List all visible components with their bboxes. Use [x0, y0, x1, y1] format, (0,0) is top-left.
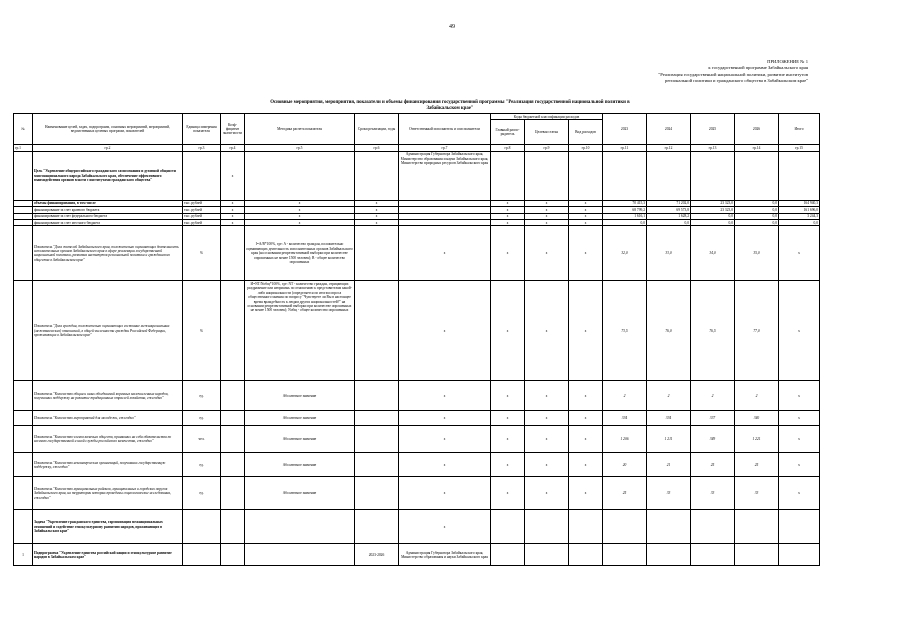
cell: x [569, 477, 603, 510]
indicator-name: Показатель "Количество общин и иных объединений коренных малочисленных народов, получивших поддержку на развитие традиционных отраслей хозяйства, ежегодно" [33, 381, 183, 411]
indicator-value: 337 [691, 411, 735, 426]
indicator-method: Абсолютное значение [245, 453, 355, 477]
indicator-name: Показатель "Количество членов казачьих обществ, принявших на себя обязательства по несению государственной и иной службы российского казачества, ежегодно" [33, 426, 183, 453]
indicator-value: 35,0 [735, 226, 779, 281]
header-unit: Единица измерения показателя [183, 114, 221, 145]
indicator-value: 25 [691, 453, 735, 477]
header-kbk-target: Целевая статья [525, 120, 569, 145]
finance-label: объемы финансирования, в том числе [33, 200, 183, 206]
indicator-name: Показатель "Доля граждан, положительно оценивающих состояние межнациональных (межэтнических) отношений, в общей численности граждан Российской Федерации, проживающих в Забайкальском крае" [33, 281, 183, 381]
indicator-value: 2 [735, 381, 779, 411]
appendix-line: "Реализация государственной национальной политики, развитие институтов [658, 71, 808, 77]
finance-value: 1 628,2 [647, 213, 691, 219]
finance-value: 0,0 [735, 213, 779, 219]
indicator-value: 77,0 [735, 281, 779, 381]
cell: x [245, 200, 355, 206]
appendix-heading [508, 59, 808, 84]
indicator-row [14, 411, 820, 426]
indicator-value: 33 [735, 477, 779, 510]
indicator-unit: ед. [183, 411, 221, 426]
column-number: гр.10 [569, 145, 603, 151]
finance-value: 0,0 [603, 220, 647, 226]
header-year-2023: 2023 [603, 114, 647, 145]
subprogram-responsible: Администрация Губернатора Забайкальского края, Министерство образования и науки Забайкальского края [399, 544, 491, 566]
cell: x [569, 200, 603, 206]
cell: x [491, 453, 525, 477]
program-table [13, 113, 820, 566]
cell: x [491, 411, 525, 426]
cell: x [569, 381, 603, 411]
finance-total: 161 696,0 [779, 207, 820, 213]
cell: x [525, 477, 569, 510]
subprogram-number: 1 [14, 544, 33, 566]
cell: x [491, 477, 525, 510]
column-number: гр.6 [355, 145, 399, 151]
indicator-value: 334 [647, 411, 691, 426]
indicator-unit: % [183, 281, 221, 381]
subprogram-row [14, 544, 820, 566]
indicator-row [14, 381, 820, 411]
indicator-row [14, 453, 820, 477]
indicator-row [14, 226, 820, 281]
indicator-value: 2 [603, 381, 647, 411]
cell: x [525, 281, 569, 381]
finance-total: 0,0 [779, 220, 820, 226]
header-method: Методика расчета показателя [245, 114, 355, 145]
indicator-total: x [779, 381, 820, 411]
header-year-2024: 2024 [647, 114, 691, 145]
finance-value: 0,0 [691, 213, 735, 219]
cell: x [525, 220, 569, 226]
cell: x [569, 213, 603, 219]
cell: x [525, 411, 569, 426]
cell: x [399, 226, 491, 281]
indicator-value: 21 [647, 453, 691, 477]
column-number: гр.3 [183, 145, 221, 151]
header-kbk: Коды бюджетной классификации расходов [491, 114, 603, 120]
indicator-row [14, 477, 820, 510]
indicator-method: И=NT/Nобщ*100%, где: NT - количество граждан, отрицающих раздражение или неприязнь по отношению к представителям какой-либо национальности (определяется по итогам опроса общественного мнения по вопросу "Чувствуете ли Вы в настоящее время враждебность к людям других национальностей?" на основании репрезентативной выборки при количестве опрошенных не менее 1500 человек); Nобщ - общее количество опрошенных [245, 281, 355, 381]
finance-value: 1 616,1 [603, 213, 647, 219]
finance-value: 0,0 [691, 220, 735, 226]
header-year-2025: 2025 [691, 114, 735, 145]
indicator-unit: ед. [183, 381, 221, 411]
finance-value: 0,0 [647, 220, 691, 226]
indicator-value: 20 [603, 453, 647, 477]
subprogram-terms: 2023-2026 [355, 544, 399, 566]
cell: x [491, 207, 525, 213]
cell: x [525, 426, 569, 453]
finance-value: 0,0 [735, 220, 779, 226]
indicator-name: Показатель "Количество муниципальных районов, муниципальных и городских округов Забайкальского края, на территории которых проведены социологические исследования, ежегодно" [33, 477, 183, 510]
indicator-value: 2 [691, 381, 735, 411]
indicator-value: 73,5 [603, 281, 647, 381]
indicator-unit: чел. [183, 426, 221, 453]
cell: x [399, 477, 491, 510]
indicator-value: 334 [603, 411, 647, 426]
cell: x [355, 207, 399, 213]
cell: x [525, 226, 569, 281]
indicator-value: 1 211 [647, 426, 691, 453]
finance-unit: тыс. рублей [183, 220, 221, 226]
finance-value: 0,0 [735, 200, 779, 206]
indicator-total: x [779, 453, 820, 477]
indicator-unit: % [183, 226, 221, 281]
finance-value: 0,0 [735, 207, 779, 213]
cell: x [525, 213, 569, 219]
header-total: Итого [779, 114, 820, 145]
indicator-value: 1 206 [603, 426, 647, 453]
cell: x [399, 281, 491, 381]
task-row [14, 510, 820, 544]
appendix-line: ПРИЛОЖЕНИЕ № 1 [767, 59, 808, 64]
document-title-line: Основные мероприятия, мероприятия, показатели и объемы финансирования государственной программы "Реализация государственной национальной политики в [270, 100, 630, 105]
indicator-method: Абсолютное значение [245, 381, 355, 411]
indicator-total: x [779, 281, 820, 381]
indicator-value: 25 [603, 477, 647, 510]
column-number: гр.12 [647, 145, 691, 151]
indicator-method: Абсолютное значение [245, 477, 355, 510]
finance-total: 164 940,3 [779, 200, 820, 206]
indicator-value: 76,0 [647, 281, 691, 381]
indicator-value: 349 [691, 426, 735, 453]
indicator-value: 1 221 [735, 426, 779, 453]
header-row [14, 114, 820, 120]
indicator-method: Абсолютное значение [245, 411, 355, 426]
cell: x [399, 453, 491, 477]
indicator-total: x [779, 411, 820, 426]
indicator-value: 25 [735, 453, 779, 477]
indicator-value: 340 [735, 411, 779, 426]
finance-value: 70 415,3 [603, 200, 647, 206]
finance-label: финансирование за счет краевого бюджета [33, 207, 183, 213]
task-name: Задача "Укрепление гражданского единства, гармонизация межнациональных отношений и содействие этнокультурному развитию народов, проживающих в Забайкальском крае" [33, 510, 183, 544]
cell: x [491, 220, 525, 226]
indicator-row [14, 426, 820, 453]
indicator-value: 33,0 [647, 226, 691, 281]
goal-responsible: Администрация Губернатора Забайкальского края, Министерство образования и науки Забайкальского края, Министерство природных ресурсов Забайкальского края [399, 151, 491, 200]
cell: x [245, 220, 355, 226]
cell: x [399, 381, 491, 411]
finance-label: финансирование за счет федерального бюджета [33, 213, 183, 219]
header-num: № [14, 114, 33, 145]
indicator-value: 33 [691, 477, 735, 510]
goal-coefficient: x [221, 151, 245, 200]
cell: x [525, 207, 569, 213]
column-number: гр.13 [691, 145, 735, 151]
cell: x [355, 200, 399, 206]
finance-total: 3 244,3 [779, 213, 820, 219]
cell: x [491, 281, 525, 381]
column-number: гр.1 [14, 145, 33, 151]
column-number: гр.9 [525, 145, 569, 151]
header-kbk-type: Вид расходов [569, 120, 603, 145]
cell: x [569, 226, 603, 281]
indicator-method: Абсолютное значение [245, 426, 355, 453]
column-number: гр.5 [245, 145, 355, 151]
column-number: гр.15 [779, 145, 820, 151]
cell: x [355, 213, 399, 219]
cell: x [221, 220, 245, 226]
goal-row [14, 151, 820, 200]
indicator-value: 2 [647, 381, 691, 411]
indicator-value: 33 [647, 477, 691, 510]
cell: x [569, 453, 603, 477]
cell: x [221, 200, 245, 206]
cell: x [569, 411, 603, 426]
finance-value: 23 323,0 [691, 200, 735, 206]
cell: x [525, 453, 569, 477]
page-number: 49 [449, 24, 455, 30]
cell: x [569, 426, 603, 453]
column-number: гр.7 [399, 145, 491, 151]
cell: x [221, 213, 245, 219]
column-number: гр.2 [33, 145, 183, 151]
cell: x [245, 207, 355, 213]
cell: x [399, 510, 491, 544]
column-number: гр.14 [735, 145, 779, 151]
finance-value: 23 323,0 [691, 207, 735, 213]
column-number: гр.11 [603, 145, 647, 151]
indicator-name: Показатель "Доля жителей Забайкальского края, положительно оценивающих деятельность исполнительных органов Забайкальского края в сфере реализации государственной национальной политики, развития институтов региональной политики и гражданского общества в Забайкальском крае" [33, 226, 183, 281]
indicator-total: x [779, 426, 820, 453]
cell: x [569, 281, 603, 381]
cell: x [525, 200, 569, 206]
document-title [170, 100, 730, 112]
cell: x [491, 426, 525, 453]
finance-unit: тыс. рублей [183, 207, 221, 213]
cell: x [491, 226, 525, 281]
appendix-line: региональной политики и гражданского общества в Забайкальском крае" [665, 77, 808, 83]
finance-unit: тыс. рублей [183, 213, 221, 219]
cell: x [399, 411, 491, 426]
goal-name: Цель "Укрепление общероссийского гражданского самосознания и духовной общности многонационального народа Забайкальского края, обеспечение эффективного взаимодействия органов власти с институтами гражданского общества" [33, 151, 183, 200]
header-kbk-main: Главный распо-рядитель [491, 120, 525, 145]
subprogram-name: Подпрограмма "Укрепление единства российской нации и этнокультурное развитие народов в Забайкальском крае" [33, 544, 183, 566]
finance-value: 69 573,8 [647, 207, 691, 213]
column-number: гр.8 [491, 145, 525, 151]
cell: x [569, 207, 603, 213]
header-coefficient: Коэф-фициент значи-мости [221, 114, 245, 145]
finance-unit: тыс. рублей [183, 200, 221, 206]
document-title-line: Забайкальском крае" [426, 106, 474, 112]
header-name: Наименование целей, задач, подпрограмм, основных мероприятий, мероприятий, ведомственных целевых программ, показателей [33, 114, 183, 145]
indicator-value: 76,5 [691, 281, 735, 381]
cell: x [491, 381, 525, 411]
indicator-unit: ед. [183, 453, 221, 477]
indicator-unit: ед. [183, 477, 221, 510]
appendix-line: к государственной программе Забайкальского края [708, 65, 808, 71]
finance-value: 71 202,0 [647, 200, 691, 206]
cell: x [491, 200, 525, 206]
header-responsible: Ответственный исполнитель и соисполнители [399, 114, 491, 145]
cell: x [491, 213, 525, 219]
finance-value: 68 799,2 [603, 207, 647, 213]
indicator-total: x [779, 477, 820, 510]
header-terms: Сроки реализации, годы [355, 114, 399, 145]
indicator-row [14, 281, 820, 381]
cell: x [399, 426, 491, 453]
cell: x [221, 207, 245, 213]
finance-label: финансирование за счет местного бюджета [33, 220, 183, 226]
indicator-name: Показатель "Количество мероприятий для молодежи, ежегодно" [33, 411, 183, 426]
indicator-total: x [779, 226, 820, 281]
header-year-2026: 2026 [735, 114, 779, 145]
indicator-method: I=A/B*100%, где: A - количество граждан, положительно оценивающих деятельность исполнительных органов Забайкальского края (на основании репрезентативной выборки при количестве опрошенных не менее 1500 человек); B - общее количество опрошенных [245, 226, 355, 281]
cell: x [245, 213, 355, 219]
column-number: гр.4 [221, 145, 245, 151]
indicator-name: Показатель "Количество некоммерческих организаций, получивших государственную поддержку, ежегодно" [33, 453, 183, 477]
cell: x [355, 220, 399, 226]
indicator-value: 32,0 [603, 226, 647, 281]
cell: x [525, 381, 569, 411]
indicator-value: 34,0 [691, 226, 735, 281]
cell: x [569, 220, 603, 226]
